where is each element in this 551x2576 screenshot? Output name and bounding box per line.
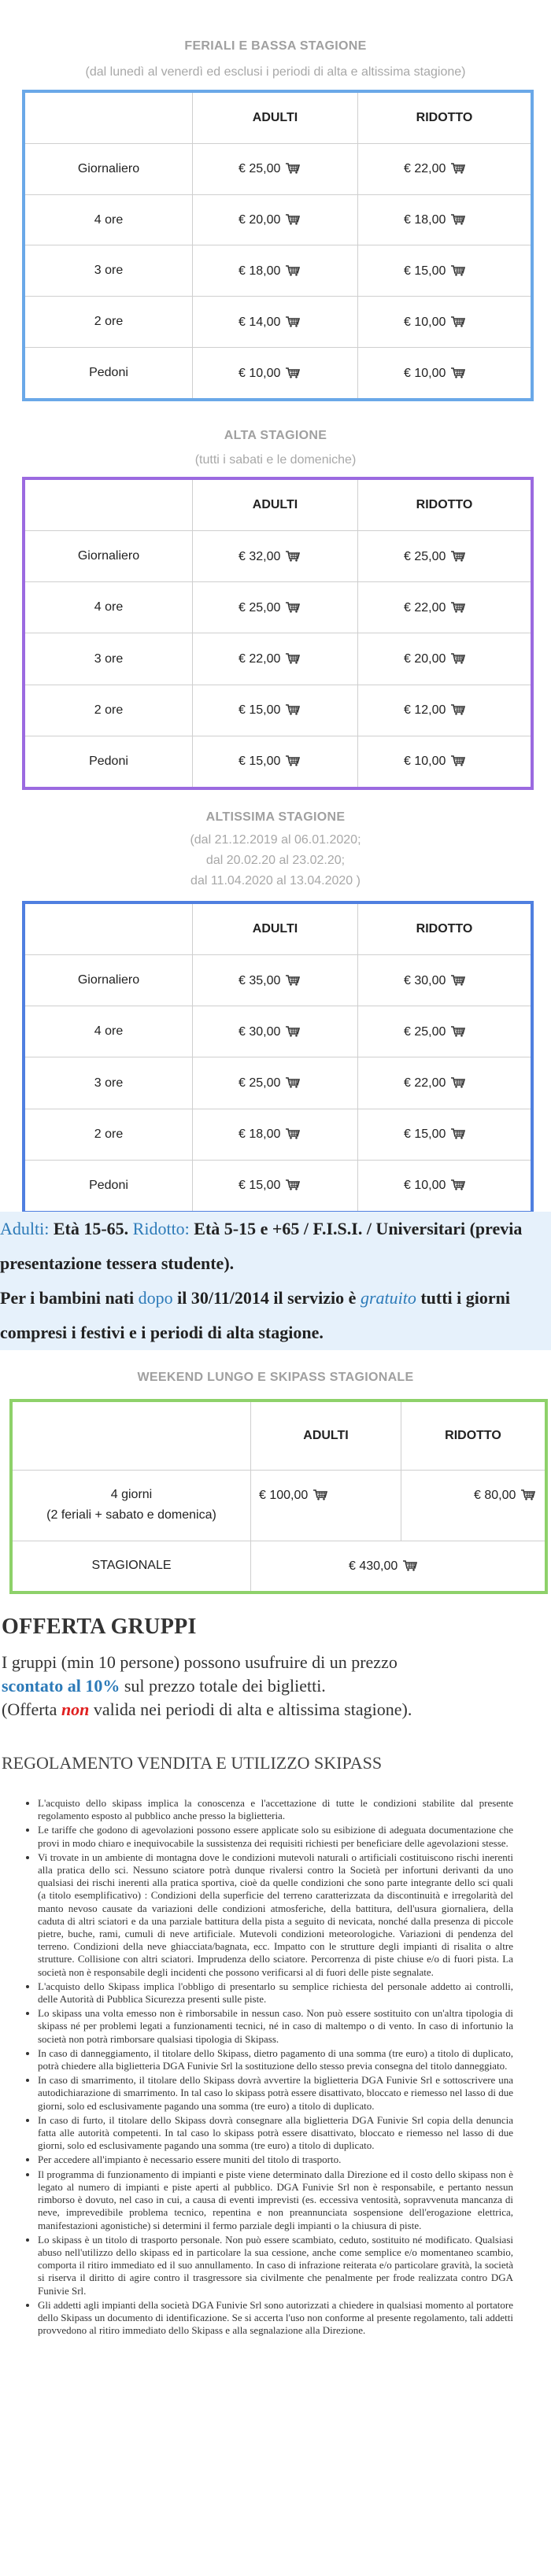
cart-icon[interactable]: [450, 1024, 466, 1037]
feriali-price-ridotto[interactable]: [358, 297, 531, 348]
weekend-table-box: [9, 1399, 548, 1594]
feriali-row-label: Pedoni: [25, 348, 193, 398]
cart-icon[interactable]: [285, 973, 301, 986]
gruppi-line1: I gruppi (min 10 persone) possono usufruire di un prezzo: [2, 1652, 398, 1672]
price-value: € 32,00: [239, 549, 281, 563]
regolamento-title: REGOLAMENTO VENDITA E UTILIZZO SKIPASS: [2, 1753, 383, 1773]
cart-icon[interactable]: [285, 212, 301, 225]
rule-item: • In caso di smarrimento, il titolare dello Skipass dovrà avvertire la biglietteria DGA Funivie Srl e sottoscrivere una autodichiarazione di smarrimento. In tal caso lo skipass potrà essere disattivato, bloccato e riemesso nel lasso di due giorni, solo ed esclusivamente pagando una somma (tre euro) a titolo di duplicato.: [38, 2074, 513, 2113]
weekend-table: [13, 1402, 545, 1591]
cart-icon[interactable]: [402, 1559, 418, 1571]
feriali-row: [25, 297, 531, 348]
altissima-price-ridotto[interactable]: [358, 1109, 531, 1160]
price-value: € 30,00: [404, 973, 446, 987]
alta-price-adulti[interactable]: [193, 685, 358, 736]
rule-item: • Lo skipass è un titolo di trasporto personale. Non può essere scambiato, ceduto, sostituito né modificato. Qualsiasi abuso nell'utilizzo dello skipass ed in particolare la sua cessione, anche come semplice e/o momentaneo scambio, comporta il ritiro immediato ed il suo annullamento. In caso di infrazione reiterata e/o particolare gravità, la società si riserva il diritto di agire contro il trasgressore sia civilmente che penalmente per frode realizzata contro DGA Funivie Srl.: [38, 2234, 513, 2297]
rule-item: • Vi trovate in un ambiente di montagna dove le condizioni mutevoli naturali o artificiali costituiscono rischi inerenti alla pratica dello sci. Nessuno sciatore potrà dunque rivalersi contro la Società per infortuni derivanti da uno qualsiasi dei rischi inerenti alla pratica sportiva, cioè da quelle condizioni che sono parte integrante dello sci quali (a titolo esemplificativo) : Condizioni della superficie del terreno caratterizzata da discontinuità e irregolarità del manto nevoso causate da variazioni delle condizioni atmosferiche, della battitura, dell'usura giornaliera, della caduta di altri sciatori e da una parziale battitura della pista a seguito di nevicata, nonché dalla presenza di piccole pietre, buche, rami, cumuli di neve artificiale. Mutevoli condizioni meteorologiche. Variazioni di pendenza del terreno. Condizioni della neve ghiacciata/bagnata, ecc. Impatto con le strutture degli impianti di risalita o altre strutture. Collisione con altri sciatori. Imprudenza dello sciatore. Percorrenza di piste chiuse e/o di fuori pista. La società non è responsabile degli incidenti che possono verificarsi al di fuori delle piste segnalate.: [38, 1851, 513, 1979]
cart-icon[interactable]: [450, 549, 466, 562]
cart-icon[interactable]: [285, 754, 301, 766]
cart-icon[interactable]: [450, 754, 466, 766]
price-value: € 15,00: [239, 1179, 281, 1193]
feriali-row: [25, 194, 531, 245]
altissima-price-adulti[interactable]: [193, 955, 358, 1006]
price-value: € 15,00: [404, 1127, 446, 1142]
cart-icon[interactable]: [520, 1488, 536, 1500]
rule-item: • In caso di danneggiamento, il titolare dello Skipass, dietro pagamento di una somma (tre euro) a titolo di duplicato, potrà chiedere alla biglietteria DGA Funivie Srl la sostituzione dello stesso previa consegna del titolo danneggiato.: [38, 2047, 513, 2072]
cart-icon[interactable]: [285, 1127, 301, 1139]
feriali-table: [25, 93, 531, 398]
alta-price-ridotto[interactable]: [358, 736, 531, 787]
alta-price-adulti[interactable]: [193, 531, 358, 582]
price-value: € 18,00: [239, 1127, 281, 1142]
alta-price-ridotto[interactable]: [358, 531, 531, 582]
feriali-header-ridotto: RIDOTTO: [358, 93, 531, 143]
price-value: € 25,00: [239, 1076, 281, 1091]
price-value: € 15,00: [239, 755, 281, 769]
alta-row-label: 4 ore: [25, 582, 193, 633]
altissima-period-1: (dal 21.12.2019 al 06.01.2020;: [190, 833, 361, 847]
ridotto-age: Età 5-15 e +65 / F.I.S.I. / Universitari (previa presentazione tessera studente).: [0, 1219, 523, 1273]
price-value: € 10,00: [239, 366, 281, 380]
weekend-title: WEEKEND LUNGO E SKIPASS STAGIONALE: [137, 1371, 414, 1384]
altissima-row-label: Pedoni: [25, 1160, 193, 1211]
cart-icon[interactable]: [450, 161, 466, 174]
alta-price-ridotto[interactable]: [358, 685, 531, 736]
price-value: € 18,00: [404, 213, 446, 227]
altissima-row: [25, 955, 531, 1006]
cart-icon[interactable]: [285, 1178, 301, 1190]
weekend-stagionale-price: € 430,00: [349, 1559, 398, 1573]
alta-table: [25, 480, 531, 787]
price-value: € 14,00: [239, 315, 281, 329]
price-value: € 22,00: [239, 652, 281, 666]
weekend-stagionale-label: STAGIONALE: [13, 1541, 251, 1591]
price-value: € 10,00: [404, 315, 446, 329]
weekend-header-adulti: ADULTI: [251, 1402, 401, 1470]
rule-item: • In caso di furto, il titolare dello Skipass dovrà consegnare alla biglietteria DGA Funivie Srl copia della denuncia fatta alle autorità competenti. In tal caso lo skipass potrà essere disattivato, bloccato e riemesso nel lasso di due giorni, solo ed esclusivamente pagando una somma (tre euro) a titolo di duplicato.: [38, 2114, 513, 2153]
feriali-table-box: [22, 90, 534, 401]
cart-icon[interactable]: [450, 1127, 466, 1139]
alta-header-ridotto: RIDOTTO: [358, 480, 531, 531]
cart-icon[interactable]: [450, 366, 466, 378]
feriali-subtitle: (dal lunedì al venerdì ed esclusi i periodi di alta e altissima stagione): [85, 65, 466, 79]
gruppi-line2: [2, 1676, 326, 1696]
gruppi-line3-a: (Offerta: [2, 1699, 61, 1719]
altissima-period-2: dal 20.02.20 al 23.02.20;: [205, 854, 346, 867]
altissima-price-ridotto[interactable]: [358, 955, 531, 1006]
regolamento-list: [9, 1797, 513, 2338]
altissima-table-box: [22, 901, 534, 1214]
price-value: € 12,00: [404, 703, 446, 718]
altissima-price-adulti[interactable]: [193, 1006, 358, 1057]
cart-icon[interactable]: [285, 1024, 301, 1037]
cart-icon[interactable]: [285, 161, 301, 174]
alta-row: [25, 736, 531, 787]
price-value: € 10,00: [404, 755, 446, 769]
altissima-row-label: Giornaliero: [25, 955, 193, 1006]
alta-row-label: Giornaliero: [25, 531, 193, 582]
price-value: € 15,00: [239, 703, 281, 718]
rule-item: • Per accedere all'impianto è necessario essere muniti del titolo di trasporto.: [38, 2153, 513, 2166]
price-value: € 18,00: [239, 264, 281, 278]
feriali-price-adulti[interactable]: [193, 348, 358, 398]
alta-header-adulti: ADULTI: [193, 480, 358, 531]
alta-row: [25, 685, 531, 736]
cart-icon[interactable]: [450, 973, 466, 986]
bambini-gratuito: gratuito: [360, 1288, 416, 1308]
cart-icon[interactable]: [450, 1178, 466, 1190]
gruppi-title: OFFERTA GRUPPI: [2, 1615, 197, 1639]
weekend-4giorni-b: (2 feriali + sabato e domenica): [46, 1508, 216, 1522]
price-value: € 10,00: [404, 366, 446, 380]
adulti-label: Adulti:: [0, 1219, 50, 1238]
altissima-price-adulti[interactable]: [193, 1160, 358, 1211]
feriali-price-adulti[interactable]: [193, 245, 358, 297]
alta-price-adulti[interactable]: [193, 633, 358, 685]
weekend-4giorni-ridotto-price: € 80,00: [474, 1488, 516, 1502]
feriali-row-label: 4 ore: [25, 194, 193, 245]
altissima-row-label: 4 ore: [25, 1006, 193, 1057]
weekend-4giorni-adulti[interactable]: [251, 1470, 401, 1541]
bambini-note: [0, 1281, 551, 1350]
altissima-table: [25, 904, 531, 1211]
feriali-price-ridotto[interactable]: [358, 143, 531, 194]
feriali-row: [25, 245, 531, 297]
price-value: € 15,00: [404, 264, 446, 278]
cart-icon[interactable]: [285, 264, 301, 276]
rule-item: • L'acquisto dello Skipass implica l'obbligo di presentarlo su semplice richiesta del personale addetto ai controlli, delle Autorità di Pubblica Sicurezza presenti sulle piste.: [38, 1980, 513, 2006]
altissima-row-label: 2 ore: [25, 1109, 193, 1160]
rule-item: • L'acquisto dello skipass implica la conoscenza e l'accettazione di tutte le condizioni stabilite dal presente regolamento esposto al pubblico anche presso la biglietteria.: [38, 1797, 513, 1822]
price-value: € 25,00: [239, 162, 281, 176]
ridotto-label: Ridotto:: [132, 1219, 190, 1238]
altissima-row: [25, 1160, 531, 1211]
gruppi-line3-b: valida nei periodi di alta e altissima stagione).: [89, 1699, 412, 1719]
cart-icon[interactable]: [285, 315, 301, 327]
feriali-price-adulti[interactable]: [193, 194, 358, 245]
altissima-row-label: 3 ore: [25, 1057, 193, 1109]
alta-header-empty: [25, 480, 193, 531]
bambini-text-c: tutti i giorni compresi i festivi e i periodi di alta stagione.: [0, 1288, 511, 1342]
alta-row: [25, 582, 531, 633]
cart-icon[interactable]: [450, 600, 466, 613]
cart-icon[interactable]: [285, 600, 301, 613]
altissima-row: [25, 1109, 531, 1160]
price-value: € 25,00: [404, 549, 446, 563]
altissima-price-adulti[interactable]: [193, 1057, 358, 1109]
alta-price-adulti[interactable]: [193, 582, 358, 633]
feriali-title: FERIALI E BASSA STAGIONE: [184, 39, 367, 53]
weekend-4giorni-adulti-price: € 100,00: [259, 1488, 309, 1502]
altissima-price-ridotto[interactable]: [358, 1006, 531, 1057]
price-value: € 22,00: [404, 162, 446, 176]
altissima-header-ridotto: RIDOTTO: [358, 904, 531, 955]
feriali-row-label: 2 ore: [25, 297, 193, 348]
price-value: € 22,00: [404, 600, 446, 614]
rule-item: • Il programma di funzionamento di impianti e piste viene determinato dalla Direzione ed il costo dello skipass non è legato al numero di impianti e piste aperti al pubblico. DGA Funivie Srl non è responsabile, e pertanto nessun rimborso è dovuto, nel caso in cui, a causa di eventi imprevisti (es. eccessiva ventosità, sopravvenuta mancanza di neve, imprevedibile problema tecnico, repentina e non preannunciata sospensione dell'erogazione elettrica, manifestazioni agonistiche) si determini il fermo parziale degli impianti o la chiusura di piste.: [38, 2168, 513, 2232]
feriali-price-adulti[interactable]: [193, 143, 358, 194]
rule-item: • Lo skipass una volta emesso non è rimborsabile in nessun caso. Non può essere sostituito con un'altra tipologia di skipass né per problemi legati a funzionamenti tecnici, né in caso di maltempo o di vento. In caso di infortunio la società non potrà rimborsare qualsiasi tipologia di Skipass.: [38, 2007, 513, 2046]
rule-item: • Le tariffe che godono di agevolazioni possono essere applicate solo su esibizione di adeguata documentazione che provi in modo chiaro e inequivocabile la sussistenza dei requisiti richiesti per beneficiare delle agevolazioni stesse.: [38, 1824, 513, 1849]
bambini-text-b: il 30/11/2014 il servizio è: [172, 1288, 361, 1308]
gruppi-line2-rest: sul prezzo totale dei biglietti.: [120, 1676, 326, 1696]
age-note: [0, 1212, 551, 1281]
price-value: € 30,00: [239, 1024, 281, 1039]
alta-row-label: Pedoni: [25, 736, 193, 787]
alta-table-box: [22, 477, 534, 790]
alta-price-ridotto[interactable]: [358, 582, 531, 633]
cart-icon[interactable]: [450, 703, 466, 715]
gruppi-scontato: scontato al 10%: [2, 1676, 120, 1696]
alta-row: [25, 531, 531, 582]
altissima-row: [25, 1057, 531, 1109]
altissima-title: ALTISSIMA STAGIONE: [205, 810, 346, 824]
price-value: € 22,00: [404, 1076, 446, 1091]
cart-icon[interactable]: [285, 651, 301, 664]
alta-title: ALTA STAGIONE: [224, 429, 327, 442]
cart-icon[interactable]: [450, 212, 466, 225]
feriali-row-label: 3 ore: [25, 245, 193, 297]
rule-item: • Gli addetti agli impianti della società DGA Funivie Srl sono autorizzati a chiedere in qualsiasi momento al portatore dello Skipass un documento di identificazione. Se si accerta l'uso non conforme al presente regolamento, tali addetti provvedono al ritiro immediato dello Skipass e alla segnalazione alla Direzione.: [38, 2299, 513, 2338]
feriali-price-ridotto[interactable]: [358, 194, 531, 245]
weekend-header-ridotto: RIDOTTO: [401, 1402, 545, 1470]
weekend-header-empty: [13, 1402, 251, 1470]
bambini-text-a: Per i bambini nati: [0, 1288, 139, 1308]
price-value: € 25,00: [404, 1024, 446, 1039]
feriali-row: [25, 348, 531, 398]
feriali-row: [25, 143, 531, 194]
altissima-price-adulti[interactable]: [193, 1109, 358, 1160]
cart-icon[interactable]: [285, 366, 301, 378]
cart-icon[interactable]: [312, 1488, 328, 1500]
adulti-age: Età 15-65.: [49, 1219, 133, 1238]
gruppi-line3: [2, 1699, 412, 1720]
cart-icon[interactable]: [450, 315, 466, 327]
alta-subtitle: (tutti i sabati e le domeniche): [194, 453, 357, 467]
price-value: € 10,00: [404, 1179, 446, 1193]
cart-icon[interactable]: [450, 264, 466, 276]
cart-icon[interactable]: [450, 651, 466, 664]
feriali-header-adulti: ADULTI: [193, 93, 358, 143]
alta-price-ridotto[interactable]: [358, 633, 531, 685]
altissima-price-ridotto[interactable]: [358, 1057, 531, 1109]
weekend-4giorni-a: 4 giorni: [110, 1488, 153, 1501]
weekend-4giorni-ridotto[interactable]: [401, 1470, 545, 1541]
feriali-price-ridotto[interactable]: [358, 245, 531, 297]
weekend-stagionale-price-cell[interactable]: [251, 1541, 545, 1591]
altissima-row: [25, 1006, 531, 1057]
price-value: € 25,00: [239, 600, 281, 614]
alta-row: [25, 633, 531, 685]
cart-icon[interactable]: [285, 549, 301, 562]
bambini-dopo: dopo: [138, 1288, 173, 1308]
price-value: € 20,00: [404, 652, 446, 666]
gruppi-non: non: [61, 1699, 90, 1719]
altissima-header-adulti: ADULTI: [193, 904, 358, 955]
feriali-row-label: Giornaliero: [25, 143, 193, 194]
weekend-4giorni-label: [13, 1470, 251, 1541]
feriali-price-ridotto[interactable]: [358, 348, 531, 398]
altissima-header-empty: [25, 904, 193, 955]
alta-row-label: 2 ore: [25, 685, 193, 736]
altissima-period-3: dal 11.04.2020 al 13.04.2020 ): [190, 874, 361, 888]
cart-icon[interactable]: [450, 1076, 466, 1088]
alta-price-adulti[interactable]: [193, 736, 358, 787]
price-value: € 20,00: [239, 213, 281, 227]
feriali-header-empty: [25, 93, 193, 143]
feriali-price-adulti[interactable]: [193, 297, 358, 348]
altissima-price-ridotto[interactable]: [358, 1160, 531, 1211]
cart-icon[interactable]: [285, 703, 301, 715]
alta-row-label: 3 ore: [25, 633, 193, 685]
price-value: € 35,00: [239, 973, 281, 987]
rules-ul: [9, 1797, 513, 2337]
cart-icon[interactable]: [285, 1076, 301, 1088]
